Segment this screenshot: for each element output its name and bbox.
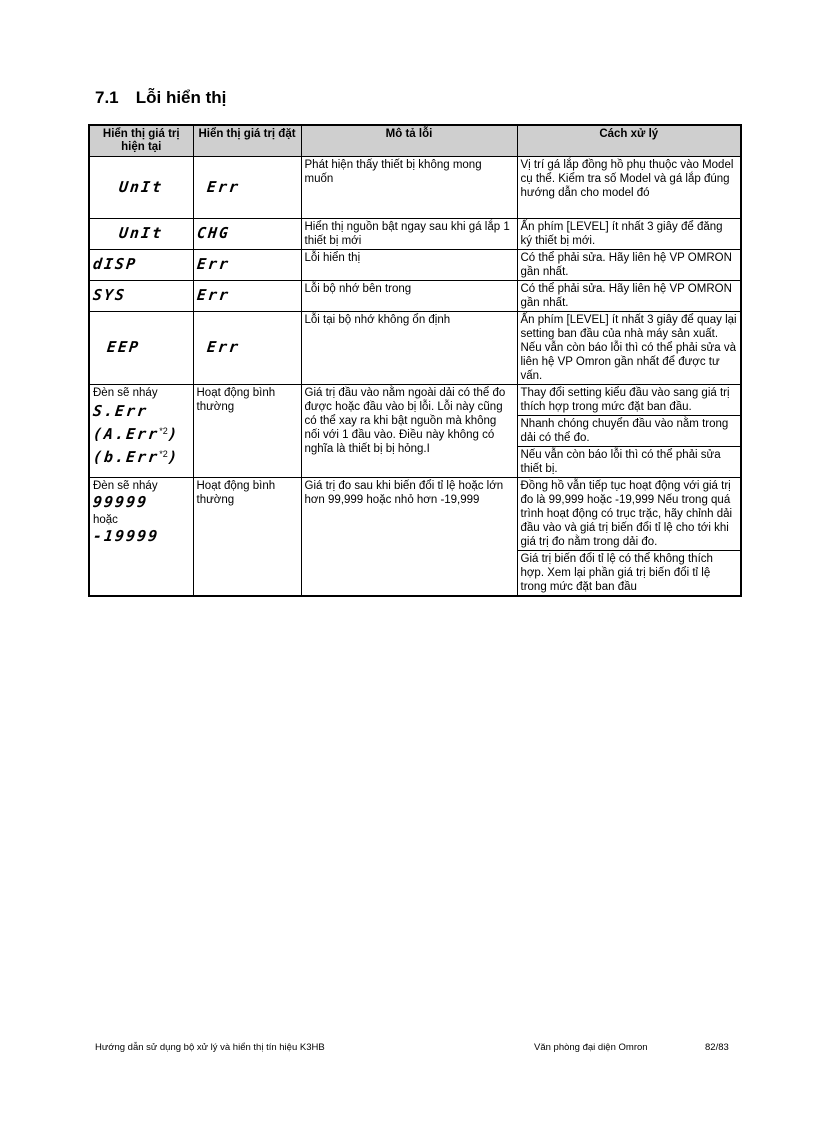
segment-code: dISP: [92, 255, 139, 273]
segment-code: Err: [195, 286, 231, 304]
segment-code: -19999: [92, 527, 161, 545]
page-number: 82/83: [705, 1042, 729, 1053]
header-set-value: Hiển thị giá trị đặt: [193, 125, 301, 157]
set-display-cell: Hoạt động bình thường: [193, 478, 301, 597]
description-cell: Phát hiện thấy thiết bị không mong muốn: [301, 157, 517, 219]
table-header-row: [89, 125, 741, 157]
segment-code: EEP: [106, 338, 142, 356]
or-label: hoặc: [93, 514, 118, 526]
footnote-mark: *2: [159, 426, 168, 436]
segment-code: 99999: [92, 493, 150, 511]
table-row: [89, 250, 741, 281]
segment-code: Err: [205, 177, 241, 196]
section-number: 7.1: [95, 88, 119, 107]
segment-code: (A.Err: [92, 424, 161, 443]
segment-code: Err: [195, 255, 231, 273]
current-display-cell: [89, 478, 193, 597]
remedy-item: Nếu vẫn còn báo lỗi thì có thể phải sửa thiết bị.: [518, 446, 741, 476]
header-remedy: Cách xử lý: [517, 125, 741, 157]
table-row: [89, 281, 741, 312]
set-display-cell: [193, 157, 301, 219]
current-display-cell: [89, 250, 193, 281]
table-row: [89, 478, 741, 597]
current-display-cell: [89, 157, 193, 219]
remedy-item: Giá trị biến đổi tỉ lệ có thể không thích hợp. Xem lại phần giá trị biến đổi tỉ lệ trong mức đặt ban đầu: [518, 550, 741, 594]
header-current-value: Hiển thị giá trị hiện tại: [89, 125, 193, 157]
description-cell: Hiển thị nguồn bật ngay sau khi gá lắp 1 thiết bị mới: [301, 219, 517, 250]
remedy-item: Đồng hồ vẫn tiếp tục hoạt động với giá trị đo là 99,999 hoặc -19,999 Nếu trong quá trình hoạt động có trục trặc, hãy chỉnh dải đầu vào và giá trị biến đổi tỉ lệ cho tới khi giá trị đo nằm trong dải đo.: [520, 480, 733, 548]
remedy-item: Thay đổi setting kiểu đầu vào sang giá trị thích hợp trong mức đặt ban đầu.: [520, 387, 730, 413]
remedy-cell: Vị trí gá lắp đồng hồ phụ thuộc vào Model cụ thể. Kiểm tra số Model và gá lắp đúng hướng dẫn cho model đó: [517, 157, 741, 219]
table-row: [89, 385, 741, 478]
remedy-item: Nhanh chóng chuyển đầu vào nằm trong dải có thể đo.: [518, 415, 741, 445]
current-display-cell: [89, 312, 193, 385]
remedy-cell: Ấn phím [LEVEL] ít nhất 3 giây để đăng ký thiết bị mới.: [517, 219, 741, 250]
description-cell: Lỗi tại bộ nhớ không ổn định: [301, 312, 517, 385]
segment-code: SYS: [92, 286, 128, 304]
set-display-cell: [193, 312, 301, 385]
header-description: Mô tả lỗi: [301, 125, 517, 157]
remedy-cell: Có thể phải sửa. Hãy liên hệ VP OMRON gần nhất.: [517, 281, 741, 312]
description-cell: Giá trị đầu vào nằm ngoài dải có thể đo được hoặc đầu vào bị lỗi. Lỗi này cũng có thể xay ra khi bật nguồn mà không nối với 1 đầu vào. Điều này không có nghĩa là thiết bị bị hỏng.I: [301, 385, 517, 478]
section-heading: [95, 88, 226, 108]
segment-code: UnIt: [118, 177, 165, 196]
remedy-cell: [517, 385, 741, 478]
remedy-cell: [517, 478, 741, 597]
remedy-cell: Ấn phím [LEVEL] ít nhất 3 giây để quay lại setting ban đầu của nhà máy sản xuất. Nếu vẫn còn báo lỗi thì có thể phải sửa và liên hệ VP Omron gần nhất để được tư vấn.: [517, 312, 741, 385]
description-cell: Lỗi hiển thị: [301, 250, 517, 281]
remedy-cell: Có thể phải sửa. Hãy liên hệ VP OMRON gần nhất.: [517, 250, 741, 281]
footer-office: Văn phòng đại diện Omron: [534, 1042, 648, 1053]
footer-left: Hướng dẫn sử dụng bộ xử lý và hiển thị tín hiệu K3HB: [95, 1042, 325, 1053]
table-row: [89, 219, 741, 250]
segment-code: (b.Err: [92, 447, 161, 466]
segment-code: S.Err: [92, 402, 150, 420]
error-table: [88, 124, 742, 597]
blink-label: Đèn sẽ nháy: [93, 387, 158, 399]
set-display-cell: [193, 250, 301, 281]
current-display-cell: [89, 219, 193, 250]
blink-label: Đèn sẽ nháy: [93, 480, 158, 492]
set-display-cell: [193, 281, 301, 312]
section-title: Lỗi hiển thị: [135, 88, 227, 107]
table-row: [89, 157, 741, 219]
segment-code: CHG: [195, 224, 231, 242]
current-display-cell: [89, 281, 193, 312]
segment-code: UnIt: [118, 224, 165, 242]
description-cell: Lỗi bộ nhớ bên trong: [301, 281, 517, 312]
footnote-mark: *2: [159, 448, 168, 459]
table-row: [89, 312, 741, 385]
description-cell: Giá trị đo sau khi biến đổi tỉ lệ hoặc lớn hơn 99,999 hoặc nhỏ hơn -19,999: [301, 478, 517, 597]
current-display-cell: Đèn sẽ nháy S.Err (A.Err$^{*2}$) (b.Err$^{*2}$): [89, 385, 193, 478]
set-display-cell: Hoạt động bình thường: [193, 385, 301, 478]
set-display-cell: [193, 219, 301, 250]
segment-code: Err: [205, 338, 241, 356]
